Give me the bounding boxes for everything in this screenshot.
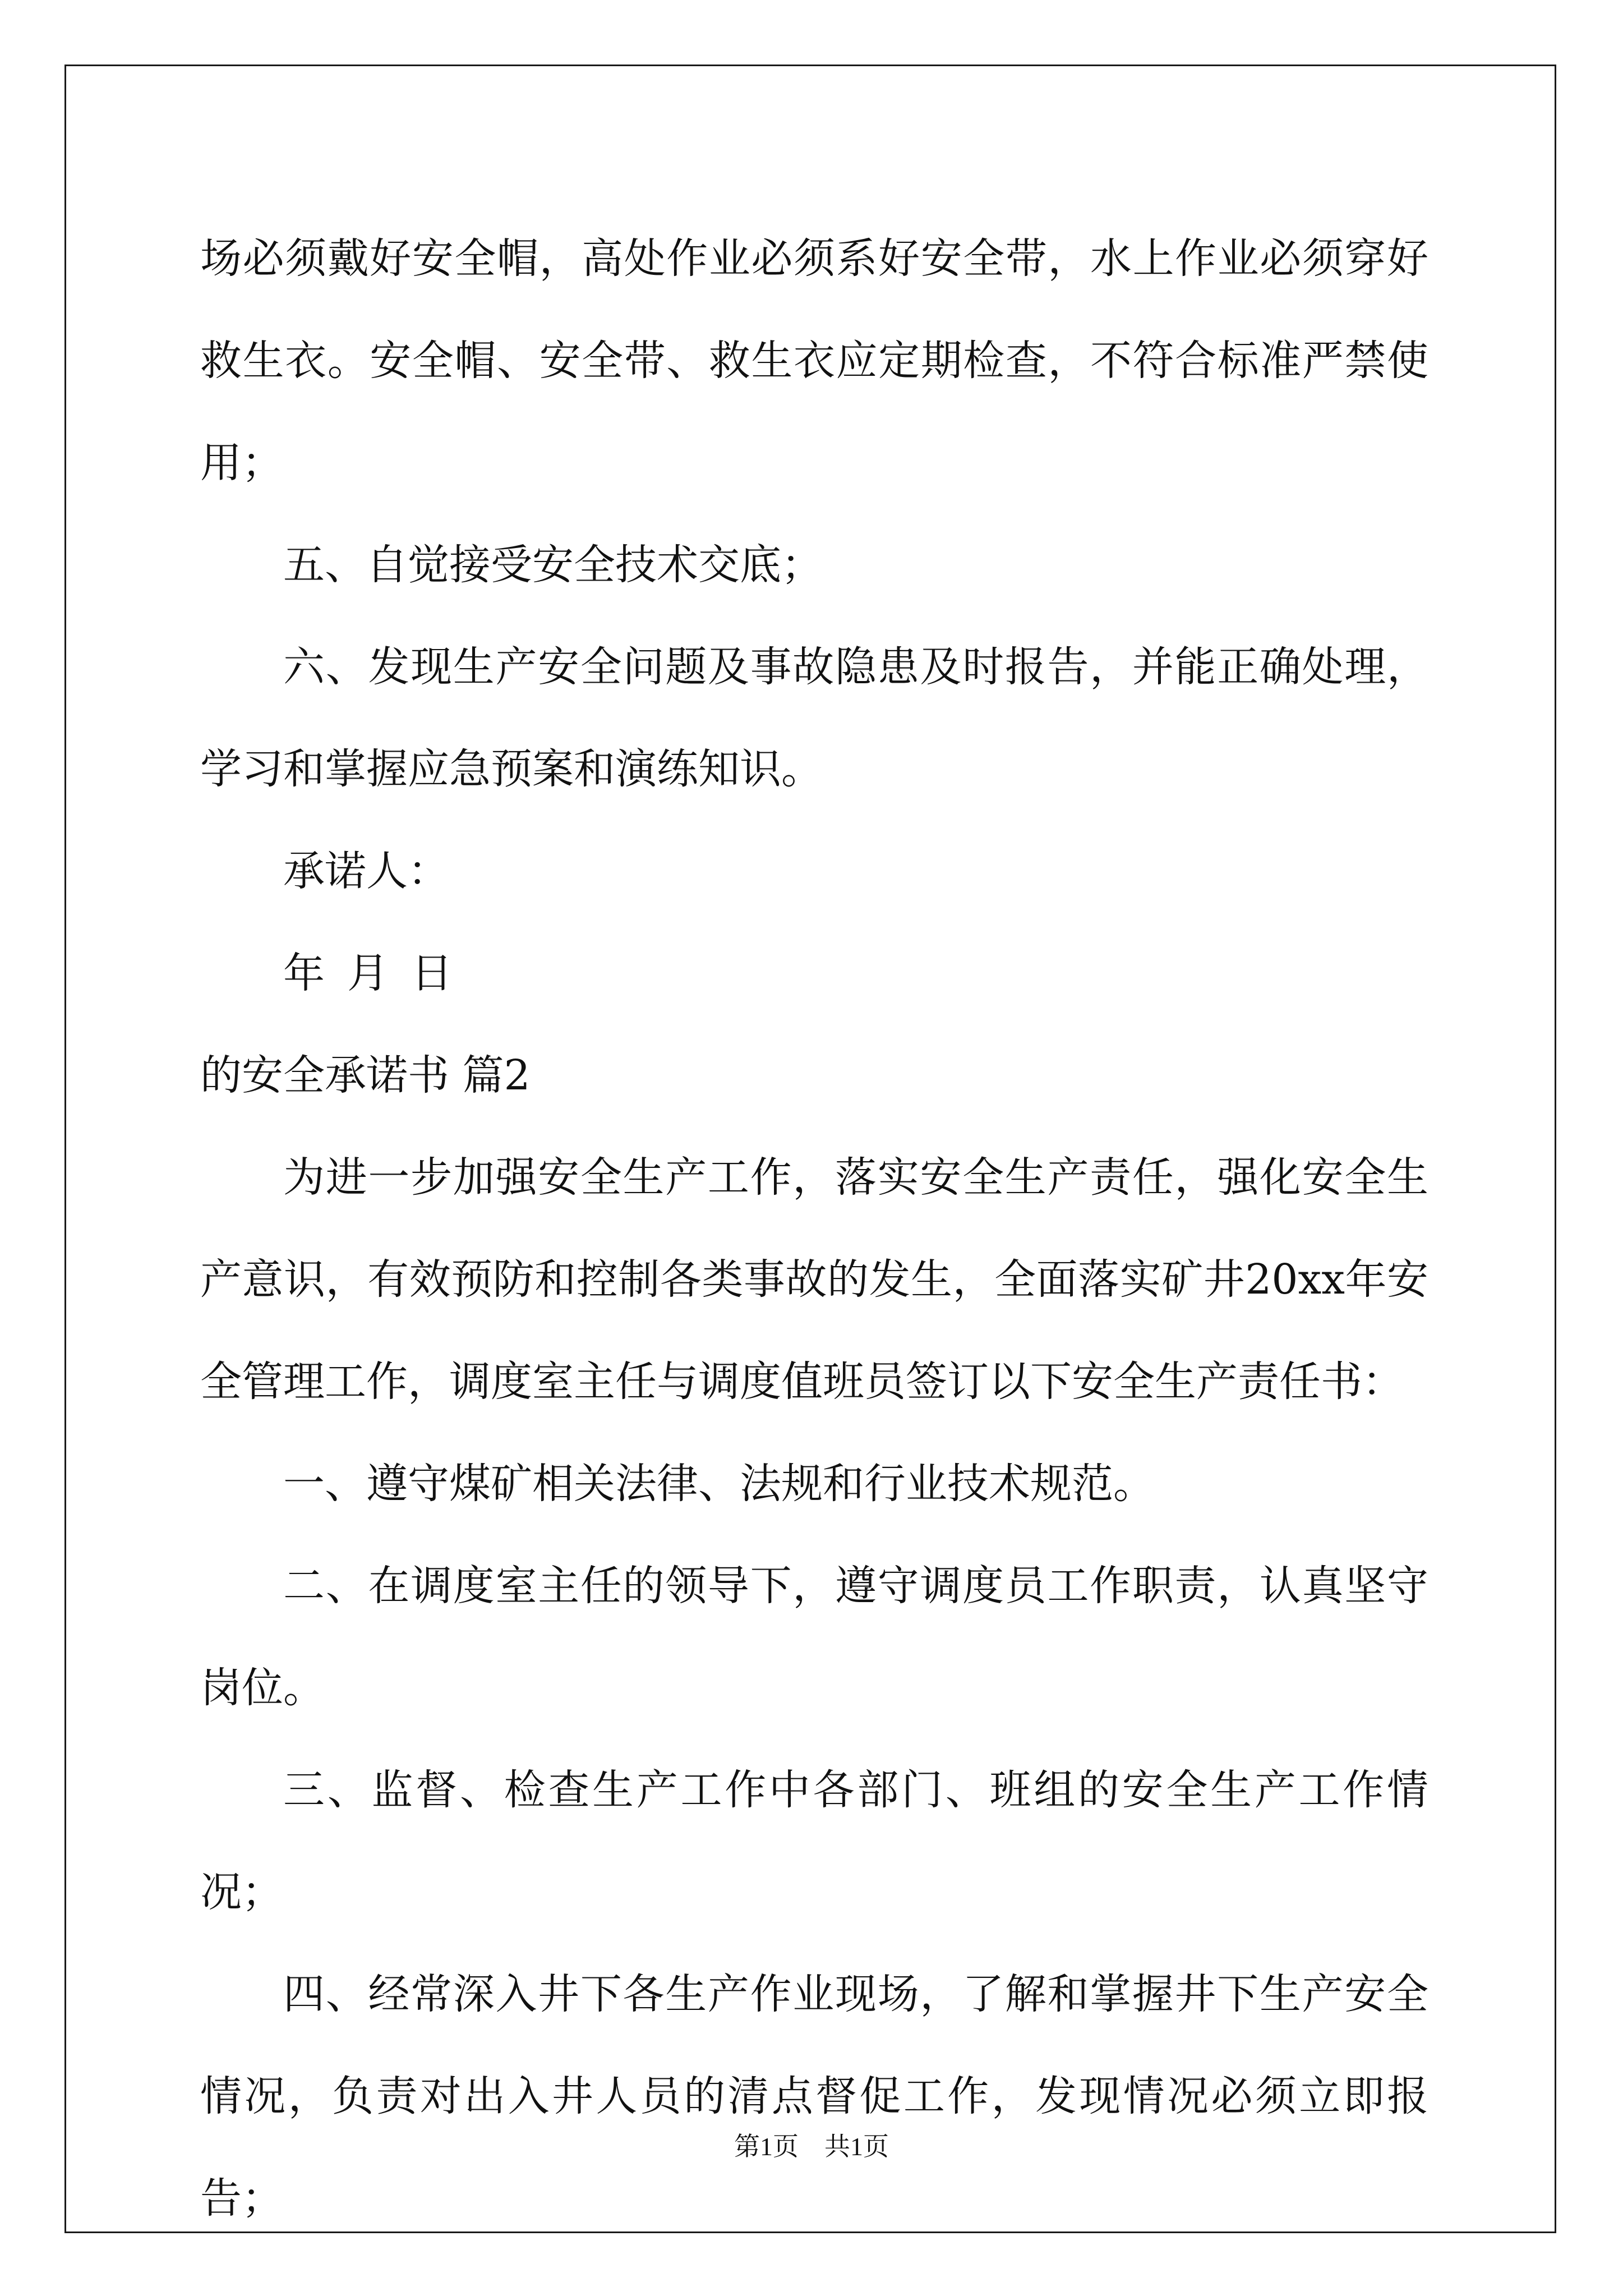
paragraph: 一、遵守煤矿相关法律、法规和行业技术规范。 bbox=[283, 1460, 1155, 1508]
date-year: 年 bbox=[283, 949, 325, 997]
paragraph: 二、在调度室主任的领导下，遵守调度员工作职责，认真坚守岗位。 bbox=[200, 1562, 1428, 1712]
signatory-label: 承诺人： bbox=[283, 847, 449, 895]
date-month: 月 bbox=[347, 949, 389, 997]
paragraph: 六、发现生产安全问题及事故隐患及时报告，并能正确处理，学习和掌握应急预案和演练知识。 bbox=[200, 643, 1428, 793]
paragraph: 四、经常深入井下各生产作业现场，了解和掌握井下生产安全情况，负责对出入井人员的清点督促工作，发现情况必须立即报告； bbox=[200, 1970, 1428, 2223]
page-footer: 第1页 共1页 bbox=[734, 2132, 889, 2161]
document-body bbox=[200, 208, 1428, 2249]
paragraph: 三、监督、检查生产工作中各部门、班组的安全生产工作情况； bbox=[200, 1766, 1428, 1916]
paragraph: 场必须戴好安全帽，高处作业必须系好安全带，水上作业必须穿好救生衣。安全帽、安全带、救生衣应定期检查，不符合标准严禁使用； bbox=[200, 234, 1428, 487]
date-line bbox=[200, 922, 1428, 1024]
paragraph: 为进一步加强安全生产工作，落实安全生产责任，强化安全生产意识，有效预防和控制各类事故的发生，全面落实矿井20xx年安全管理工作，调度室主任与调度值班员签订以下安全生产责任书： bbox=[200, 1153, 1428, 1406]
date-day: 日 bbox=[411, 949, 453, 997]
section-title: 的安全承诺书 篇2 bbox=[200, 1051, 531, 1099]
paragraph: 五、自觉接受安全技术交底； bbox=[283, 541, 823, 589]
